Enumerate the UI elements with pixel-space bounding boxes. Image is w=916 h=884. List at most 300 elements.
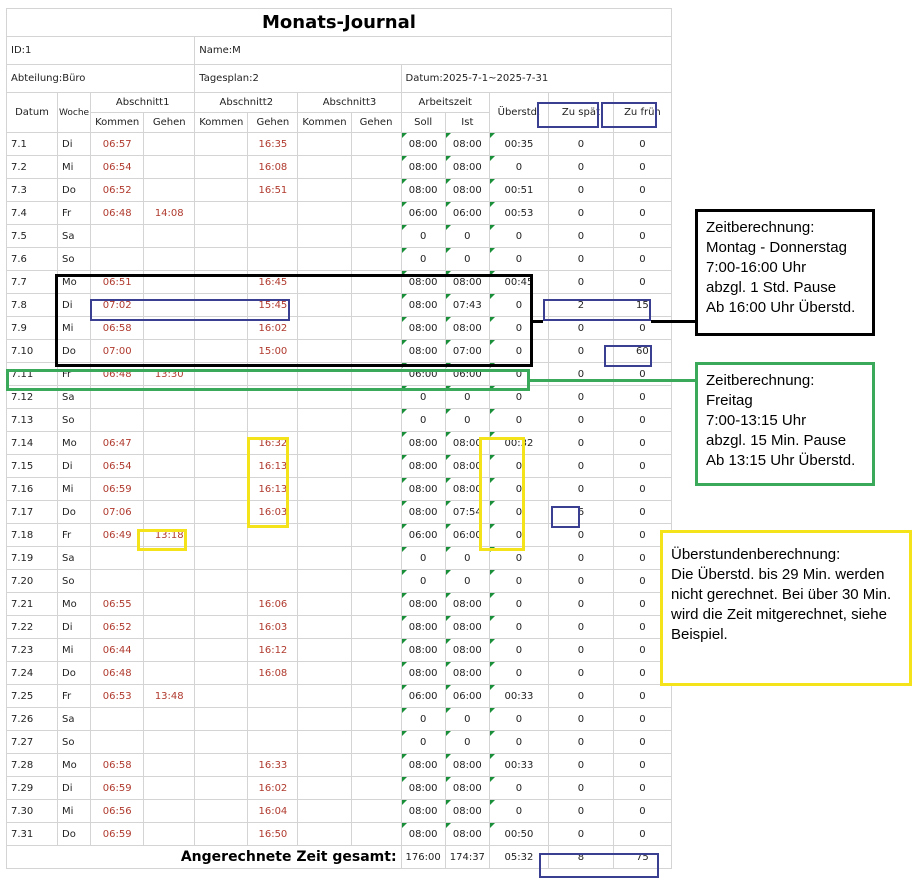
cell-ueberstd: 0	[489, 593, 548, 616]
cell-gehen-2: 16:50	[248, 823, 298, 846]
cell-kommen-1	[91, 570, 144, 593]
cell-kommen-2	[195, 639, 248, 662]
cell-gehen-3	[351, 593, 401, 616]
cell-kommen-2	[195, 248, 248, 271]
cell-zu-spaet: 0	[548, 156, 613, 179]
cell-gehen-2: 16:08	[248, 156, 298, 179]
table-row	[7, 202, 672, 225]
highlight-gehen-mo-do	[247, 437, 289, 528]
cell-zu-spaet: 0	[548, 202, 613, 225]
total-zu-frueh: 75	[613, 846, 671, 869]
cell-kommen-2	[195, 593, 248, 616]
cell-kommen-3	[298, 478, 351, 501]
cell-datum: 7.18	[7, 524, 58, 547]
cell-datum: 7.23	[7, 639, 58, 662]
cell-woche: Mi	[58, 478, 91, 501]
header-ist: Ist	[445, 113, 489, 133]
cell-ueberstd: 0	[489, 156, 548, 179]
table-row	[7, 156, 672, 179]
header-kommen-1: Kommen	[91, 113, 144, 133]
cell-kommen-1: 07:00	[91, 340, 144, 363]
cell-kommen-1: 06:55	[91, 593, 144, 616]
cell-gehen-3	[351, 777, 401, 800]
cell-gehen-1	[144, 409, 195, 432]
header-abschnitt2: Abschnitt2	[195, 93, 298, 113]
cell-kommen-3	[298, 202, 351, 225]
cell-ist: 0	[445, 570, 489, 593]
highlight-7-8-times	[90, 299, 290, 321]
note-mo-do-line-5: Ab 16:00 Uhr Überstd.	[706, 299, 856, 316]
note-friday-line-4: abzgl. 15 Min. Pause	[706, 432, 847, 449]
cell-kommen-3	[298, 547, 351, 570]
cell-soll: 0	[401, 248, 445, 271]
cell-ist: 08:00	[445, 432, 489, 455]
cell-gehen-3	[351, 616, 401, 639]
cell-woche: Fr	[58, 685, 91, 708]
cell-kommen-1: 06:51	[91, 271, 144, 294]
cell-soll: 08:00	[401, 593, 445, 616]
cell-kommen-2	[195, 685, 248, 708]
cell-gehen-1	[144, 478, 195, 501]
cell-gehen-3	[351, 501, 401, 524]
cell-gehen-2: 16:51	[248, 179, 298, 202]
cell-zu-spaet: 0	[548, 731, 613, 754]
table-row	[7, 455, 672, 478]
table-row	[7, 478, 672, 501]
cell-ist: 0	[445, 731, 489, 754]
cell-gehen-1	[144, 708, 195, 731]
cell-ist: 07:54	[445, 501, 489, 524]
cell-kommen-2	[195, 823, 248, 846]
cell-soll: 08:00	[401, 616, 445, 639]
cell-kommen-3	[298, 685, 351, 708]
cell-zu-frueh: 0	[613, 662, 671, 685]
cell-gehen-2	[248, 547, 298, 570]
cell-zu-frueh: 0	[613, 271, 671, 294]
cell-ist: 08:00	[445, 179, 489, 202]
cell-ueberstd: 00:35	[489, 133, 548, 156]
table-row	[7, 570, 672, 593]
cell-kommen-1: 06:48	[91, 202, 144, 225]
monats-journal-table	[6, 8, 672, 869]
cell-gehen-2	[248, 731, 298, 754]
cell-ist: 08:00	[445, 639, 489, 662]
cell-kommen-1	[91, 225, 144, 248]
cell-gehen-2	[248, 225, 298, 248]
cell-zu-spaet: 0	[548, 685, 613, 708]
cell-kommen-3	[298, 593, 351, 616]
cell-gehen-2: 16:33	[248, 754, 298, 777]
cell-soll: 06:00	[401, 685, 445, 708]
table-row	[7, 225, 672, 248]
cell-zu-frueh: 15	[613, 294, 671, 317]
cell-kommen-1: 06:56	[91, 800, 144, 823]
cell-zu-frueh: 0	[613, 501, 671, 524]
note-overtime	[660, 530, 912, 686]
table-row	[7, 639, 672, 662]
cell-kommen-2	[195, 662, 248, 685]
cell-ist: 0	[445, 547, 489, 570]
cell-datum: 7.6	[7, 248, 58, 271]
note-overtime-line-2: Die Überstd. bis 29 Min. werden	[671, 566, 885, 583]
cell-ueberstd: 00:33	[489, 685, 548, 708]
cell-gehen-2: 16:02	[248, 317, 298, 340]
highlight-ueberstd-week	[479, 437, 525, 551]
cell-kommen-2	[195, 432, 248, 455]
cell-ist: 07:43	[445, 294, 489, 317]
total-label: Angerechnete Zeit gesamt:	[7, 846, 402, 869]
cell-zu-spaet: 2	[548, 294, 613, 317]
cell-kommen-2	[195, 133, 248, 156]
note-friday	[695, 362, 875, 486]
cell-ist: 06:00	[445, 685, 489, 708]
cell-zu-frueh: 0	[613, 386, 671, 409]
note-mo-do-line-3: 7:00-16:00 Uhr	[706, 259, 807, 276]
cell-soll: 06:00	[401, 524, 445, 547]
cell-gehen-1	[144, 432, 195, 455]
highlight-friday-box	[6, 369, 530, 391]
cell-ueberstd: 0	[489, 524, 548, 547]
cell-ist: 07:00	[445, 340, 489, 363]
cell-zu-frueh: 0	[613, 133, 671, 156]
total-zu-spaet: 8	[548, 846, 613, 869]
cell-kommen-2	[195, 754, 248, 777]
cell-datum: 7.4	[7, 202, 58, 225]
connector-black-2	[651, 320, 696, 323]
table-row	[7, 409, 672, 432]
cell-zu-spaet: 0	[548, 455, 613, 478]
cell-datum: 7.29	[7, 777, 58, 800]
cell-ist: 08:00	[445, 593, 489, 616]
cell-kommen-3	[298, 570, 351, 593]
cell-gehen-3	[351, 179, 401, 202]
cell-zu-spaet: 0	[548, 363, 613, 386]
cell-datum: 7.31	[7, 823, 58, 846]
table-row	[7, 800, 672, 823]
table-row	[7, 248, 672, 271]
cell-woche: So	[58, 570, 91, 593]
cell-woche: Sa	[58, 708, 91, 731]
cell-kommen-2	[195, 731, 248, 754]
cell-kommen-3	[298, 156, 351, 179]
cell-zu-spaet: 0	[548, 432, 613, 455]
header-zu-spaet: Zu spät	[548, 93, 613, 133]
cell-gehen-3	[351, 823, 401, 846]
cell-kommen-1: 06:52	[91, 179, 144, 202]
cell-gehen-3	[351, 800, 401, 823]
cell-datum: 7.2	[7, 156, 58, 179]
page-title: Monats-Journal	[7, 9, 672, 37]
cell-kommen-3	[298, 432, 351, 455]
cell-soll: 0	[401, 386, 445, 409]
note-mo-do-line-4: abzgl. 1 Std. Pause	[706, 279, 837, 296]
cell-woche: So	[58, 731, 91, 754]
cell-zu-spaet: 0	[548, 639, 613, 662]
cell-zu-frueh: 0	[613, 616, 671, 639]
cell-woche: Di	[58, 616, 91, 639]
cell-gehen-3	[351, 202, 401, 225]
cell-kommen-3	[298, 754, 351, 777]
cell-kommen-1	[91, 248, 144, 271]
cell-kommen-3	[298, 225, 351, 248]
cell-gehen-1: 14:08	[144, 202, 195, 225]
cell-zu-frueh: 0	[613, 409, 671, 432]
cell-gehen-3	[351, 662, 401, 685]
cell-gehen-3	[351, 248, 401, 271]
header-soll: Soll	[401, 113, 445, 133]
cell-gehen-3	[351, 432, 401, 455]
cell-kommen-1: 06:53	[91, 685, 144, 708]
cell-woche: So	[58, 248, 91, 271]
cell-datum: 7.8	[7, 294, 58, 317]
cell-ueberstd: 0	[489, 616, 548, 639]
header-gehen-3: Gehen	[351, 113, 401, 133]
total-ist: 174:37	[445, 846, 489, 869]
cell-kommen-3	[298, 639, 351, 662]
highlight-zu-spaet-header	[537, 102, 599, 128]
cell-gehen-2: 16:06	[248, 593, 298, 616]
cell-kommen-3	[298, 708, 351, 731]
cell-gehen-1	[144, 501, 195, 524]
cell-zu-spaet: 0	[548, 570, 613, 593]
cell-kommen-1	[91, 731, 144, 754]
name-field: Name:M	[195, 37, 672, 65]
id-field: ID:1	[7, 37, 195, 65]
total-ueberstd: 05:32	[489, 846, 548, 869]
cell-zu-frueh: 0	[613, 685, 671, 708]
cell-gehen-2: 16:13	[248, 455, 298, 478]
cell-zu-frueh: 0	[613, 317, 671, 340]
table-row	[7, 662, 672, 685]
cell-woche: Do	[58, 501, 91, 524]
cell-ist: 08:00	[445, 754, 489, 777]
cell-ist: 08:00	[445, 455, 489, 478]
cell-kommen-2	[195, 478, 248, 501]
cell-woche: Fr	[58, 202, 91, 225]
cell-gehen-1: 13:18	[144, 524, 195, 547]
cell-zu-spaet: 0	[548, 179, 613, 202]
cell-ueberstd: 0	[489, 708, 548, 731]
cell-gehen-2: 16:04	[248, 800, 298, 823]
cell-zu-frueh: 0	[613, 800, 671, 823]
cell-zu-spaet: 0	[548, 708, 613, 731]
cell-zu-frueh: 0	[613, 179, 671, 202]
cell-kommen-1: 06:59	[91, 478, 144, 501]
header-datum: Datum	[7, 93, 58, 133]
cell-zu-frueh: 0	[613, 432, 671, 455]
cell-ueberstd: 0	[489, 731, 548, 754]
cell-kommen-1: 06:59	[91, 777, 144, 800]
cell-ist: 0	[445, 386, 489, 409]
cell-woche: Fr	[58, 363, 91, 386]
cell-zu-frueh: 0	[613, 547, 671, 570]
cell-zu-frueh: 0	[613, 455, 671, 478]
cell-datum: 7.20	[7, 570, 58, 593]
cell-soll: 08:00	[401, 455, 445, 478]
cell-zu-spaet: 0	[548, 271, 613, 294]
cell-woche: So	[58, 409, 91, 432]
connector-black	[533, 320, 543, 323]
cell-gehen-3	[351, 156, 401, 179]
header-gehen-1: Gehen	[144, 113, 195, 133]
cell-gehen-1	[144, 593, 195, 616]
cell-woche: Do	[58, 823, 91, 846]
cell-zu-spaet: 0	[548, 478, 613, 501]
cell-soll: 08:00	[401, 501, 445, 524]
cell-kommen-2	[195, 708, 248, 731]
cell-kommen-2	[195, 202, 248, 225]
cell-kommen-2	[195, 501, 248, 524]
cell-gehen-1	[144, 225, 195, 248]
cell-soll: 0	[401, 409, 445, 432]
cell-soll: 08:00	[401, 179, 445, 202]
cell-zu-spaet: 0	[548, 248, 613, 271]
header-woche: Woche	[58, 93, 91, 133]
cell-zu-frueh: 0	[613, 639, 671, 662]
cell-kommen-1	[91, 547, 144, 570]
header-zu-frueh: Zu früh	[613, 93, 671, 133]
note-overtime-line-4: wird die Zeit mitgerechnet, siehe	[671, 606, 887, 623]
cell-kommen-1: 06:44	[91, 639, 144, 662]
cell-soll: 06:00	[401, 202, 445, 225]
cell-gehen-1: 13:48	[144, 685, 195, 708]
cell-ueberstd: 00:50	[489, 823, 548, 846]
cell-ist: 06:00	[445, 524, 489, 547]
table-row	[7, 731, 672, 754]
cell-woche: Di	[58, 455, 91, 478]
cell-ueberstd: 00:32	[489, 432, 548, 455]
cell-kommen-3	[298, 823, 351, 846]
cell-ueberstd: 0	[489, 363, 548, 386]
cell-kommen-1	[91, 409, 144, 432]
cell-kommen-1: 06:58	[91, 317, 144, 340]
cell-zu-frueh: 0	[613, 478, 671, 501]
cell-woche: Di	[58, 294, 91, 317]
cell-gehen-1	[144, 156, 195, 179]
cell-gehen-1	[144, 570, 195, 593]
cell-kommen-1: 07:02	[91, 294, 144, 317]
cell-kommen-3	[298, 662, 351, 685]
cell-zu-spaet: 6	[548, 501, 613, 524]
cell-gehen-3	[351, 754, 401, 777]
cell-soll: 08:00	[401, 478, 445, 501]
cell-gehen-1	[144, 455, 195, 478]
cell-ist: 06:00	[445, 363, 489, 386]
highlight-total-late-early	[539, 853, 659, 878]
cell-datum: 7.24	[7, 662, 58, 685]
cell-kommen-2	[195, 409, 248, 432]
cell-ueberstd: 00:45	[489, 271, 548, 294]
cell-soll: 08:00	[401, 432, 445, 455]
total-soll: 176:00	[401, 846, 445, 869]
cell-gehen-1	[144, 777, 195, 800]
cell-woche: Mi	[58, 156, 91, 179]
cell-gehen-2: 16:08	[248, 662, 298, 685]
cell-gehen-2: 16:02	[248, 777, 298, 800]
cell-ist: 08:00	[445, 616, 489, 639]
cell-ist: 0	[445, 248, 489, 271]
cell-ueberstd: 0	[489, 547, 548, 570]
table-row	[7, 547, 672, 570]
cell-woche: Mi	[58, 317, 91, 340]
cell-ist: 08:00	[445, 156, 489, 179]
cell-datum: 7.25	[7, 685, 58, 708]
cell-ist: 0	[445, 708, 489, 731]
cell-datum: 7.27	[7, 731, 58, 754]
cell-gehen-1	[144, 179, 195, 202]
cell-woche: Mo	[58, 593, 91, 616]
cell-kommen-2	[195, 777, 248, 800]
cell-kommen-3	[298, 409, 351, 432]
cell-zu-spaet: 0	[548, 616, 613, 639]
cell-soll: 0	[401, 547, 445, 570]
table-row	[7, 754, 672, 777]
cell-zu-spaet: 0	[548, 754, 613, 777]
cell-gehen-2: 16:13	[248, 478, 298, 501]
cell-zu-frueh: 0	[613, 156, 671, 179]
cell-ist: 08:00	[445, 823, 489, 846]
cell-datum: 7.19	[7, 547, 58, 570]
cell-gehen-1: 13:30	[144, 363, 195, 386]
cell-kommen-2	[195, 455, 248, 478]
cell-kommen-1	[91, 708, 144, 731]
cell-gehen-2	[248, 570, 298, 593]
cell-datum: 7.12	[7, 386, 58, 409]
cell-datum: 7.1	[7, 133, 58, 156]
cell-ist: 08:00	[445, 478, 489, 501]
cell-ist: 08:00	[445, 317, 489, 340]
cell-soll: 0	[401, 731, 445, 754]
cell-kommen-2	[195, 570, 248, 593]
cell-datum: 7.3	[7, 179, 58, 202]
cell-ueberstd: 0	[489, 248, 548, 271]
note-friday-line-1: Zeitberechnung:	[706, 372, 815, 389]
cell-zu-spaet: 0	[548, 317, 613, 340]
cell-kommen-1: 06:52	[91, 616, 144, 639]
cell-gehen-1	[144, 823, 195, 846]
cell-gehen-2: 16:12	[248, 639, 298, 662]
table-row	[7, 593, 672, 616]
cell-kommen-1: 06:57	[91, 133, 144, 156]
cell-datum: 7.15	[7, 455, 58, 478]
header-arbeitszeit: Arbeitszeit	[401, 93, 489, 113]
cell-kommen-3	[298, 501, 351, 524]
cell-ueberstd: 0	[489, 225, 548, 248]
cell-datum: 7.14	[7, 432, 58, 455]
cell-soll: 08:00	[401, 133, 445, 156]
cell-soll: 08:00	[401, 754, 445, 777]
cell-kommen-3	[298, 731, 351, 754]
cell-gehen-3	[351, 409, 401, 432]
cell-soll: 08:00	[401, 156, 445, 179]
cell-kommen-2	[195, 225, 248, 248]
header-gehen-2: Gehen	[248, 113, 298, 133]
cell-soll: 0	[401, 708, 445, 731]
cell-woche: Mi	[58, 800, 91, 823]
cell-woche: Sa	[58, 225, 91, 248]
cell-gehen-3	[351, 685, 401, 708]
cell-datum: 7.26	[7, 708, 58, 731]
cell-zu-frueh: 0	[613, 202, 671, 225]
cell-zu-spaet: 0	[548, 800, 613, 823]
tagesplan-field: Tagesplan:2	[195, 65, 401, 93]
abteilung-field: Abteilung:Büro	[7, 65, 195, 93]
cell-datum: 7.7	[7, 271, 58, 294]
cell-gehen-1	[144, 248, 195, 271]
cell-kommen-1: 06:48	[91, 363, 144, 386]
cell-gehen-2	[248, 685, 298, 708]
cell-zu-spaet: 0	[548, 225, 613, 248]
